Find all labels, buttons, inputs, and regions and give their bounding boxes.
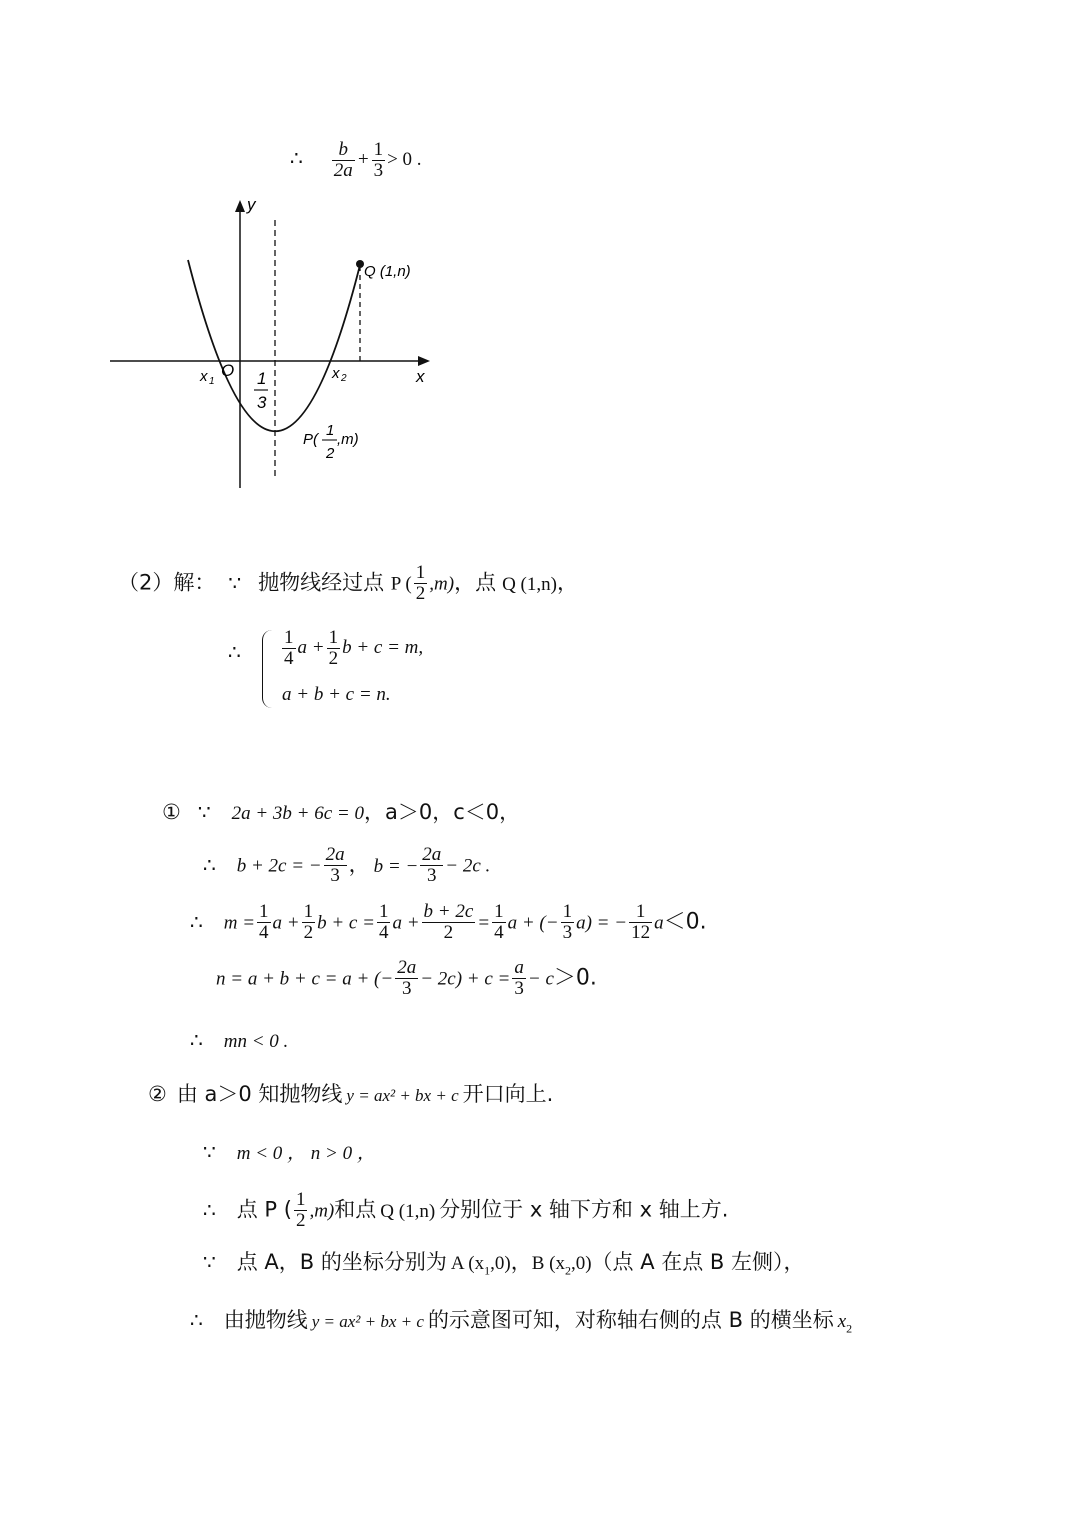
sym-axis-num: 1 (257, 369, 267, 388)
p-label-den: 2 (326, 445, 335, 462)
x1-subscript: 1 (209, 376, 215, 387)
step1-line5: ∴ mn < 0 . (190, 1028, 289, 1052)
step2-line5: ∴ 由抛物线 y = ax² + bx + c 的示意图可知，对称轴右侧的点 B 的横坐标 $x_2$ (190, 1308, 853, 1336)
system-brace (262, 630, 273, 708)
step2-line2: ∵ m < 0 ， n > 0 ， (203, 1140, 376, 1164)
x2-label: x (332, 365, 340, 382)
x-axis-arrow-icon (418, 356, 430, 366)
equation-system (228, 628, 241, 664)
p-label-pre: P( (303, 431, 318, 448)
y-axis-arrow-icon (235, 200, 245, 212)
q-label: Q (1,n) (364, 263, 411, 280)
fraction-b-over-2a: $\frac{b}{2a}$ (333, 139, 353, 181)
step1-line3: ∴ m = $\frac{1}{4}$ a + $\frac{1}{2}$ b + c = $\frac{1}{4}$ a + $\frac{b + 2c}{2}$ = $\frac{1}{4}$ a + (− $\frac{1}{3}$ a) = − $\frac{1}{12}$ a＜0. (190, 901, 707, 943)
origin-label: O (221, 361, 235, 380)
parabola-curve (188, 260, 360, 431)
parabola-figure (100, 190, 450, 500)
step2-line1: ② 由 a＞0 知抛物线 y = ax² + bx + c 开口向上. (148, 1082, 554, 1106)
part2-intro: （2）解： ∵ 抛物线经过点 P ( $\frac{1}{2}$ ,m)，点 Q (1,n)， (118, 562, 578, 604)
therefore-symbol: ∴ (228, 640, 241, 664)
fraction-half: $\frac{1}{2}$ (415, 562, 426, 604)
step1-line4: n = a + b + c = a + (− $\frac{2a}{3}$ − 2c) + c = $\frac{a}{3}$ − c＞0. (216, 957, 597, 999)
p-label-num: 1 (326, 422, 335, 439)
x1-label: x (200, 368, 208, 385)
step2-line4: ∵ 点 A，B 的坐标分别为 A $(x_1,0)$，B $(x_2,0)$（点 A 在点 B 左侧）， (203, 1250, 805, 1278)
because-symbol: ∵ (228, 570, 242, 595)
system-eq2: a + b + c = n. (282, 684, 391, 705)
system-eq1: $\frac{1}{4}$ a + $\frac{1}{2}$ b + c = m, (284, 627, 424, 669)
fraction-1-over-3: $\frac{1}{3}$ (373, 139, 384, 181)
step1-condition: ① ∵ 2a + 3b + 6c = 0，a＞0，c＜0， (162, 800, 521, 824)
top-inequality: ∴ $\frac{b}{2a}$ + $\frac{1}{3}$ > 0 . (290, 139, 422, 181)
therefore-symbol: ∴ (290, 145, 303, 170)
y-axis-label: y (247, 195, 256, 214)
x2-subscript: 2 (341, 373, 347, 384)
sym-axis-den: 3 (257, 393, 267, 412)
step1-line2: ∴ b + 2c = − $\frac{2a}{3}$ ， b = − $\frac{2a}{3}$ − 2c . (203, 844, 491, 886)
x-axis-label: x (416, 367, 425, 386)
step2-line3: ∴ 点 P ( $\frac{1}{2}$ ,m)和点 Q (1,n) 分别位于 x 轴下方和 x 轴上方. (203, 1189, 729, 1231)
p-label-post: ,m) (337, 431, 359, 448)
point-q (356, 260, 364, 268)
